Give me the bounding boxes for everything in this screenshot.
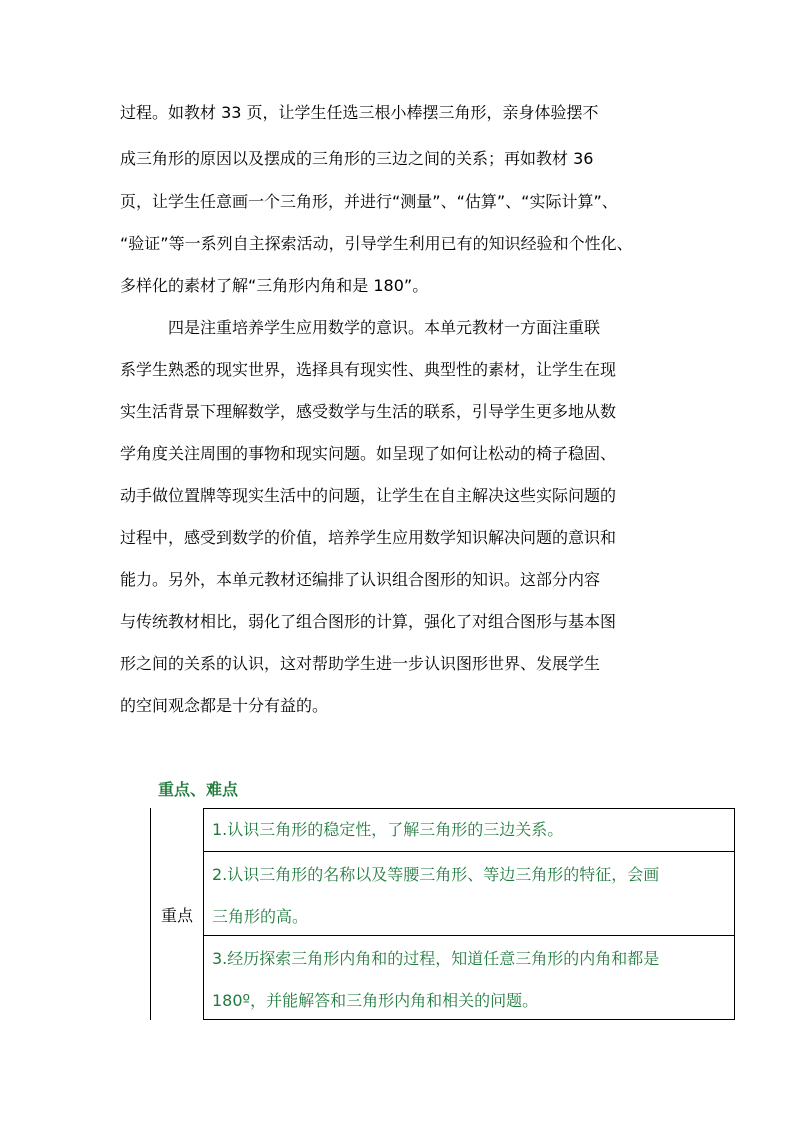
table-row-text: 3.经历探索三角形内角和的过程，知道任意三角形的内角和都是	[212, 949, 660, 968]
paragraph-line: 成三角形的原因以及摆成的三角形的三边之间的关系；再如教材 36	[120, 149, 594, 168]
paragraph-line: 形之间的关系的认识，这对帮助学生进一步认识图形世界、发展学生	[120, 654, 601, 673]
table-category-label: 重点	[160, 905, 193, 925]
paragraph-line: 与传统教材相比，弱化了组合图形的计算，强化了对组合图形与基本图	[120, 612, 617, 631]
table-category-cell	[151, 808, 203, 1020]
paragraph-line: 四是注重培养学生应用数学的意识。本单元教材一方面注重联	[168, 318, 601, 337]
table-row-text: 180º，并能解答和三角形内角和相关的问题。	[212, 991, 539, 1010]
table-row	[204, 851, 734, 935]
paragraph-line: 页，让学生任意画一个三角形，并进行“测量”、“估算”、“实际计算”、	[120, 192, 618, 211]
paragraph-line: 系学生熟悉的现实世界，选择具有现实性、典型性的素材，让学生在现	[120, 360, 617, 379]
table-row-text: 三角形的高。	[212, 907, 309, 926]
table-row	[204, 809, 734, 851]
paragraph-line: 过程。如教材 33 页，让学生任选三根小棒摆三角形，亲身体验摆不	[120, 103, 599, 122]
table-row	[204, 935, 734, 1019]
table-row-text: 2.认识三角形的名称以及等腰三角形、等边三角形的特征，会画	[212, 865, 660, 884]
paragraph-line: “验证”等一系列自主探索活动，引导学生利用已有的知识经验和个性化、	[120, 234, 633, 253]
table-content-column	[203, 808, 735, 1020]
key-points-table	[150, 808, 735, 1020]
paragraph-line: 的空间观念都是十分有益的。	[120, 696, 329, 715]
paragraph-line: 学角度关注周围的事物和现实问题。如呈现了如何让松动的椅子稳固、	[120, 444, 617, 463]
paragraph-line: 多样化的素材了解“三角形内角和是 180”。	[120, 276, 429, 295]
paragraph-line: 实生活背景下理解数学，感受数学与生活的联系，引导学生更多地从数	[120, 402, 617, 421]
section-heading: 重点、难点	[158, 780, 239, 799]
paragraph-line: 过程中，感受到数学的价值，培养学生应用数学知识解决问题的意识和	[120, 528, 617, 547]
table-row-text: 1.认识三角形的稳定性，了解三角形的三边关系。	[212, 820, 564, 839]
paragraph-line: 能力。另外，本单元教材还编排了认识组合图形的知识。这部分内容	[120, 570, 601, 589]
paragraph-line: 动手做位置牌等现实生活中的问题，让学生在自主解决这些实际问题的	[120, 486, 617, 505]
